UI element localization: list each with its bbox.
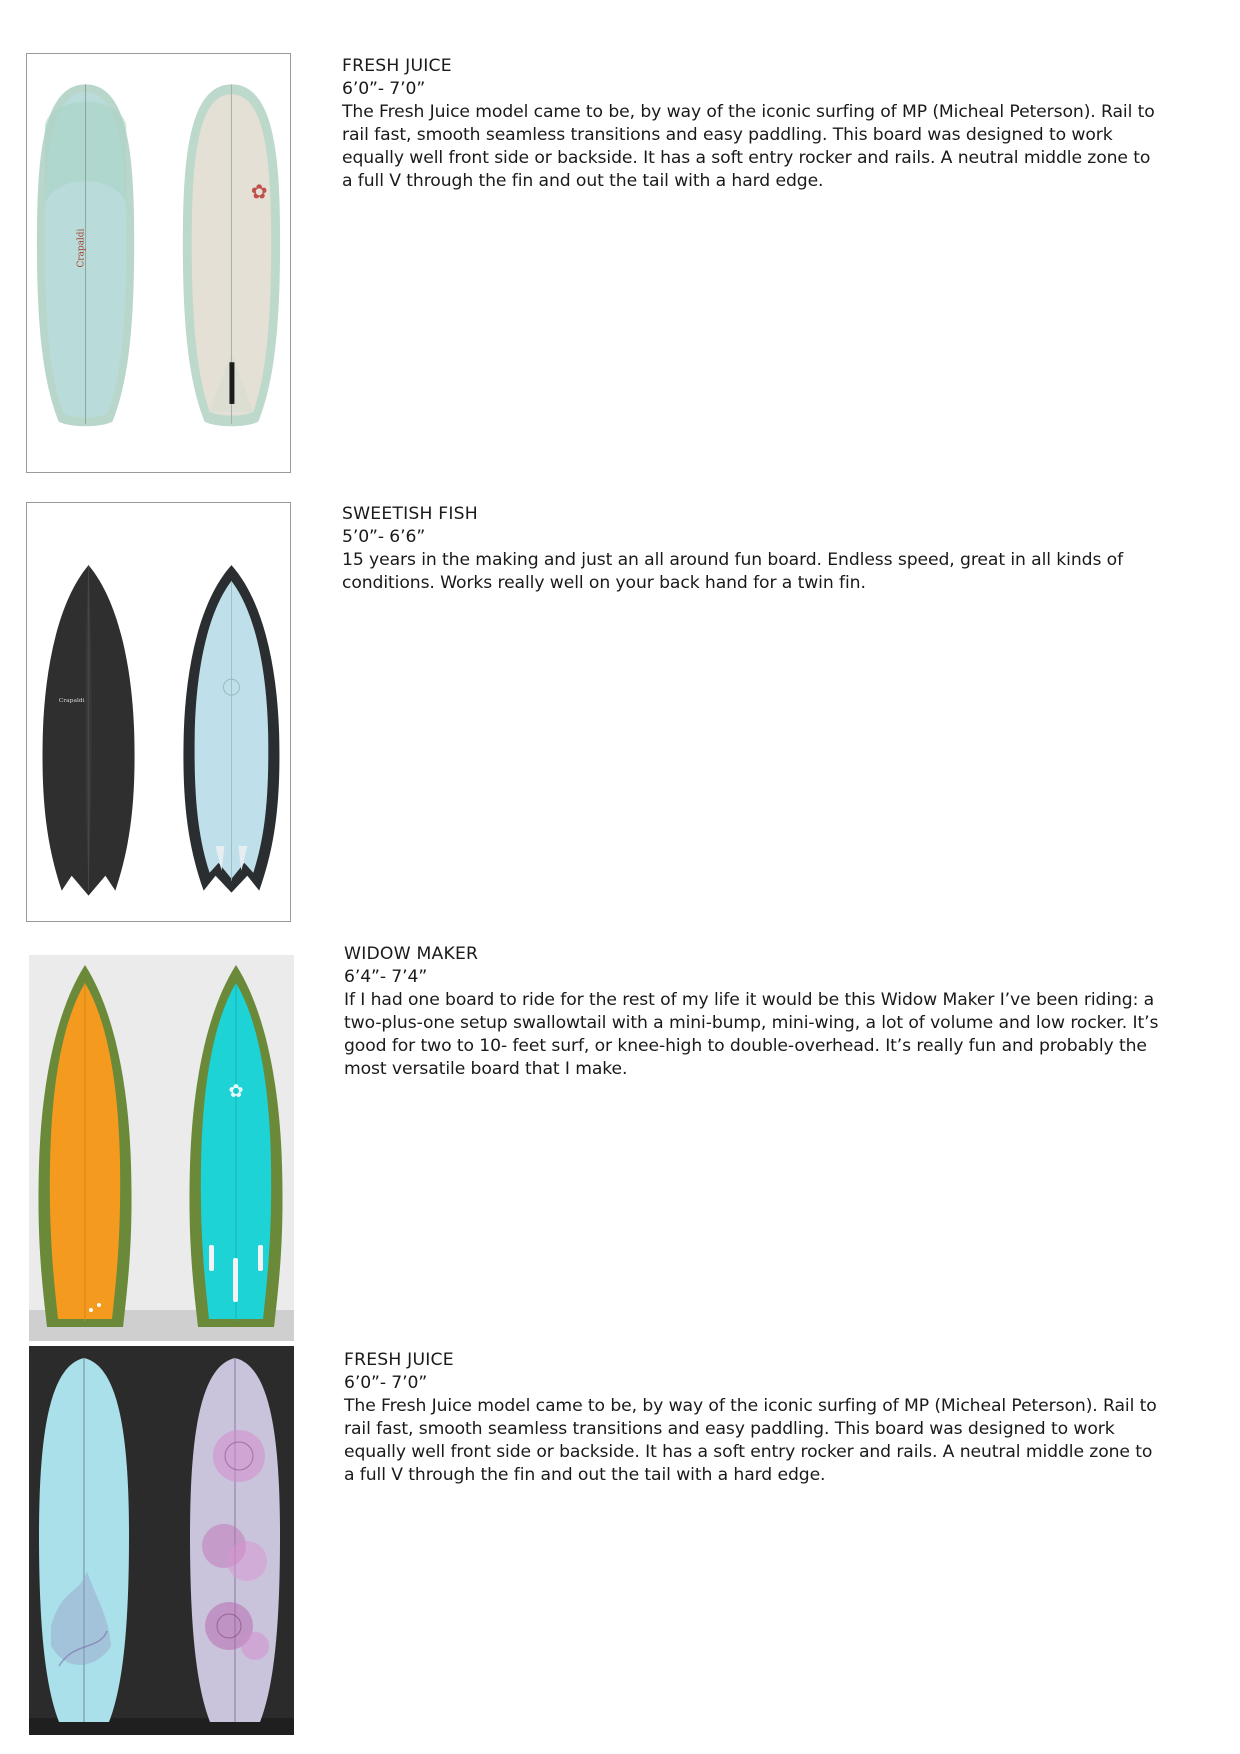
product-title: FRESH JUICE bbox=[342, 56, 452, 76]
product-size-range: 6’0”- 7’0” bbox=[342, 79, 426, 99]
fresh-juice-photo-2 bbox=[29, 1346, 294, 1735]
fresh-juice-deck-logo: Crapaldi bbox=[76, 228, 87, 268]
product-entry-sweetish-fish bbox=[342, 503, 1162, 595]
fresh-juice-bottom-logo: ✿ bbox=[250, 180, 268, 204]
product-size-range: 6’4”- 7’4” bbox=[344, 967, 428, 987]
sweetish-fish-photo bbox=[26, 502, 291, 922]
fresh-juice-fin bbox=[229, 362, 234, 404]
product-size-range: 6’0”- 7’0” bbox=[344, 1373, 428, 1393]
product-title: SWEETISH FISH bbox=[342, 504, 478, 524]
product-description: The Fresh Juice model came to be, by way of the iconic surfing of MP (Micheal Peterson). Rail to rail fast, smooth seamless transitions and easy paddling. This board was designed to work equally well front side or backside. It has a soft entry rocker and rails. A neutral middle zone to a full V through the fin and out the tail with a hard edge. bbox=[342, 102, 1155, 191]
product-title: FRESH JUICE bbox=[344, 1350, 454, 1370]
fresh-juice-board-deck bbox=[37, 84, 134, 426]
product-description: 15 years in the making and just an all around fun board. Endless speed, great in all kinds of conditions. Works really well on your back hand for a twin fin. bbox=[342, 550, 1124, 593]
product-description: The Fresh Juice model came to be, by way of the iconic surfing of MP (Micheal Peterson). Rail to rail fast, smooth seamless transitions and easy paddling. This board was designed to work equally well front side or backside. It has a soft entry rocker and rails. A neutral middle zone to a full V through the fin and out the tail with a hard edge. bbox=[344, 1396, 1157, 1485]
fresh-juice-board-floral bbox=[190, 1358, 280, 1722]
sweetish-fish-deck-logo: Crapaldi bbox=[58, 697, 85, 705]
product-entry-widow-maker bbox=[344, 943, 1164, 1081]
product-size-range: 5’0”- 6’6” bbox=[342, 527, 426, 547]
widow-maker-bottom-logo: ✿ bbox=[228, 1081, 244, 1102]
fresh-juice-board-bottom bbox=[183, 84, 280, 426]
fresh-juice-photo bbox=[26, 53, 291, 473]
fresh-juice-board-blue bbox=[39, 1358, 129, 1722]
product-description: If I had one board to ride for the rest of my life it would be this Widow Maker I’ve been riding: a two-plus-one setup swallowtail with a mini-bump, mini-wing, a lot of volume and low rocker. It’s good for two to 10- feet surf, or knee-high to double-overhead. It’s really fun and probably the most versatile board that I make. bbox=[344, 990, 1159, 1079]
product-entry-fresh-juice bbox=[342, 55, 1162, 193]
product-entry-fresh-juice-2 bbox=[344, 1349, 1164, 1487]
widow-maker-photo bbox=[29, 955, 294, 1341]
product-title: WIDOW MAKER bbox=[344, 944, 479, 964]
